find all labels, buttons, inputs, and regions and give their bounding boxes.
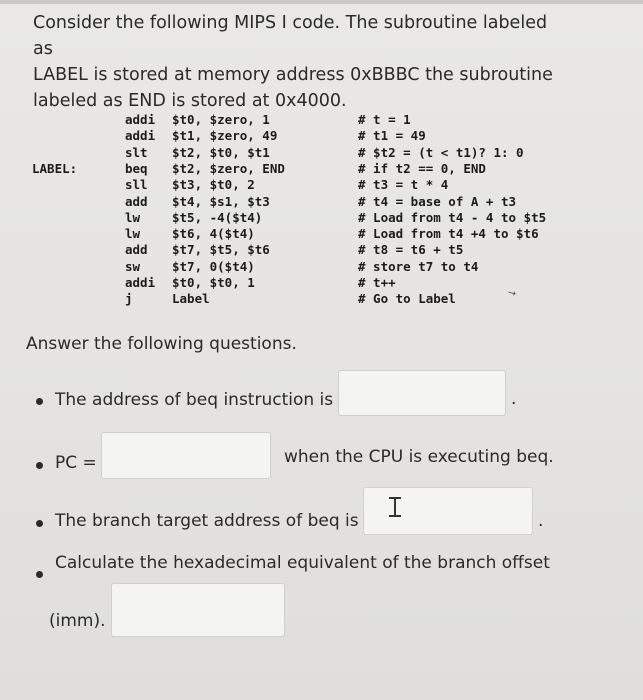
bullet-icon [36, 398, 43, 405]
code-comment: # t8 = t6 + t5 [358, 242, 464, 258]
text-cursor-icon [388, 496, 402, 518]
code-comment: # if t2 == 0, END [358, 160, 486, 176]
code-comment: # Load from t4 +4 to $t6 [358, 226, 539, 242]
code-operands: Label [172, 291, 210, 307]
code-operands: $t3, $t0, 2 [172, 177, 255, 193]
code-operands: $t2, $zero, END [172, 160, 285, 176]
code-comment: # Load from t4 - 4 to $t5 [358, 209, 547, 225]
answers-heading: Answer the following questions. [26, 334, 297, 354]
question-3-period: . [538, 511, 544, 531]
code-comment: # store t7 to t4 [358, 258, 479, 274]
code-comment: # t4 = base of A + t3 [358, 193, 517, 209]
code-operands: $t4, $s1, $t3 [172, 193, 270, 209]
question-intro [33, 10, 553, 114]
code-operands: $t6, 4($t4) [172, 226, 255, 242]
intro-line-3: labeled as END is stored at 0x4000. [33, 91, 347, 111]
question-2-prefix: PC = [55, 453, 97, 473]
code-opcode: add [125, 242, 148, 258]
stray-mark-icon: ↘ [505, 286, 519, 301]
code-opcode: lw [125, 226, 141, 242]
bullet-icon [36, 520, 43, 527]
code-comment: # $t2 = (t < t1)? 1: 0 [358, 144, 524, 160]
answer-1-input[interactable] [338, 370, 506, 416]
code-opcode: j [125, 291, 133, 307]
code-opcode: sw [125, 258, 141, 274]
bullet-icon [36, 462, 43, 469]
code-operands: $t0, $t0, 1 [172, 275, 255, 290]
code-operands: $t7, $t5, $t6 [172, 242, 270, 258]
code-operands: $t0, $zero, 1 [172, 112, 270, 127]
intro-line-2: LABEL is stored at memory address 0xBBBC the subroutine [33, 65, 553, 85]
code-opcode: add [125, 193, 148, 209]
question-4-imm-label: (imm). [49, 611, 106, 631]
code-comment: # t3 = t * 4 [358, 177, 449, 193]
code-operands: $t1, $zero, 49 [172, 128, 278, 144]
code-opcode: addi [125, 275, 156, 290]
question-4-text: Calculate the hexadecimal equivalent of the branch offset [55, 553, 550, 573]
code-operands: $t7, 0($t4) [172, 258, 255, 274]
code-comment: # Go to Label [358, 291, 456, 307]
question-2-suffix: when the CPU is executing beq. [284, 447, 554, 467]
code-comment: # t1 = 49 [358, 128, 426, 144]
code-opcode: lw [125, 209, 141, 225]
code-comment: # t = 1 [358, 112, 411, 127]
code-label: LABEL: [32, 160, 78, 176]
bullet-icon [36, 571, 43, 578]
question-1-text: The address of beq instruction is [55, 390, 334, 410]
intro-line-1: Consider the following MIPS I code. The subroutine labeled as [33, 13, 548, 59]
question-1-period: . [511, 389, 517, 409]
code-opcode: beq [125, 160, 148, 176]
answer-2-input[interactable] [101, 432, 271, 479]
answer-4-input[interactable] [111, 583, 285, 637]
code-comment: # t++ [358, 275, 396, 290]
top-border [0, 0, 643, 4]
code-opcode: addi [125, 128, 156, 144]
code-opcode: sll [125, 177, 148, 193]
code-opcode: addi [125, 112, 156, 127]
code-operands: $t5, -4($t4) [172, 209, 263, 225]
code-opcode: slt [125, 144, 148, 160]
code-operands: $t2, $t0, $t1 [172, 144, 270, 160]
question-3-text: The branch target address of beq is [55, 511, 359, 531]
